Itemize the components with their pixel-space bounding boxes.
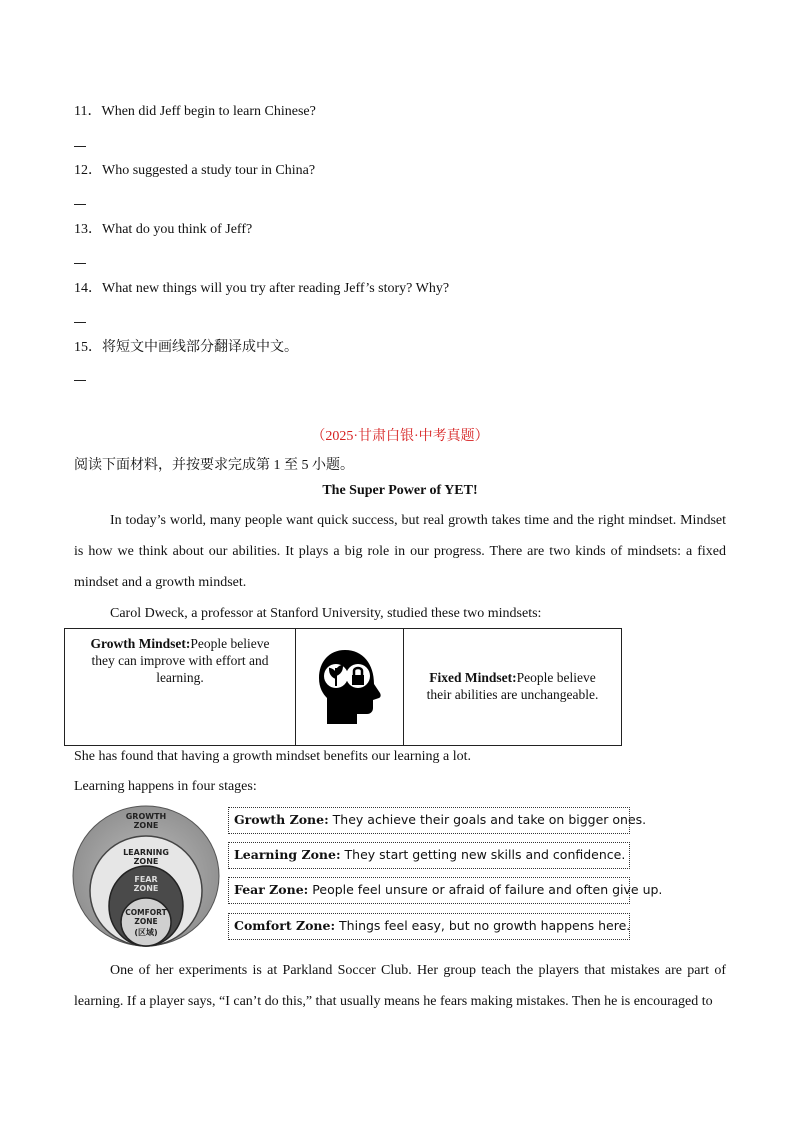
growth-mindset-label: Growth Mindset: (90, 636, 191, 651)
fixed-mindset-text: People believe their abilities are unchangeable. (426, 670, 599, 702)
article-title: The Super Power of YET! (322, 483, 478, 498)
ring-label-comfort: COMFORT (125, 908, 167, 917)
ring-label-quyu: (区域) (134, 928, 158, 937)
paragraph-2: Carol Dweck, a professor at Stanford University, studied these two mindsets: (110, 606, 542, 621)
head-brain-icon (317, 648, 383, 726)
question-14: 14．What new things will you try after reading Jeff’s story? Why? (74, 281, 450, 296)
paragraph-4: Learning happens in four stages: (74, 779, 257, 794)
fixed-mindset-cell (404, 629, 622, 746)
answer-line-11[interactable] (74, 146, 86, 147)
ring-label-growth: GROWTH (125, 812, 167, 821)
ring-label-fear-zone: ZONE (133, 884, 159, 893)
ring-label-comfort-zone: ZONE (134, 917, 158, 926)
ring-label-learning: LEARNING (123, 848, 169, 857)
instruction: 阅读下面材料，并按要求完成第 1 至 5 小题。 (74, 458, 354, 473)
learning-zones-diagram (72, 805, 220, 947)
paragraph-3: She has found that having a growth mindset benefits our learning a lot. (74, 749, 471, 764)
source-tag: （2025·甘肃白银·中考真题） (311, 429, 489, 444)
growth-mindset-cell (65, 629, 296, 746)
ring-label-learning-zone: ZONE (133, 857, 159, 866)
paragraph-1: In today’s world, many people want quick success, but real growth takes time and the right mindset. Mindset is how we think about our abilities. It plays a big role in our progress. There are two kinds of mindsets: a fixed mindset and a growth mindset. (74, 513, 726, 590)
growth-zone-box: Growth Zone: They achieve their goals and take on bigger ones. (228, 807, 630, 834)
comfort-zone-box: Comfort Zone: Things feel easy, but no growth happens here. (228, 913, 630, 940)
head-cell (296, 629, 404, 746)
fear-zone-box: Fear Zone: People feel unsure or afraid of failure and often give up. (228, 877, 630, 904)
paragraph-5: One of her experiments is at Parkland Soccer Club. Her group teach the players that mistakes are part of learning. If a player says, “I can’t do this,” that usually means he fears making mistakes. Then he is encouraged to (74, 963, 726, 1009)
ring-label-growth-zone: ZONE (133, 821, 159, 830)
answer-line-13[interactable] (74, 263, 86, 264)
mindset-table (64, 628, 622, 746)
question-12: 12．Who suggested a study tour in China? (74, 163, 316, 178)
question-13: 13．What do you think of Jeff? (74, 222, 253, 237)
growth-mindset-text: People believe they can improve with effort and learning. (91, 636, 270, 685)
answer-line-12[interactable] (74, 204, 86, 205)
answer-line-14[interactable] (74, 322, 86, 323)
question-11: 11．When did Jeff begin to learn Chinese? (74, 104, 316, 119)
ring-label-fear: FEAR (134, 875, 158, 884)
learning-zone-box: Learning Zone: They start getting new skills and confidence. (228, 842, 630, 869)
answer-line-15[interactable] (74, 380, 86, 381)
fixed-mindset-label: Fixed Mindset: (429, 670, 517, 685)
question-15: 15．将短文中画线部分翻译成中文。 (74, 340, 298, 355)
